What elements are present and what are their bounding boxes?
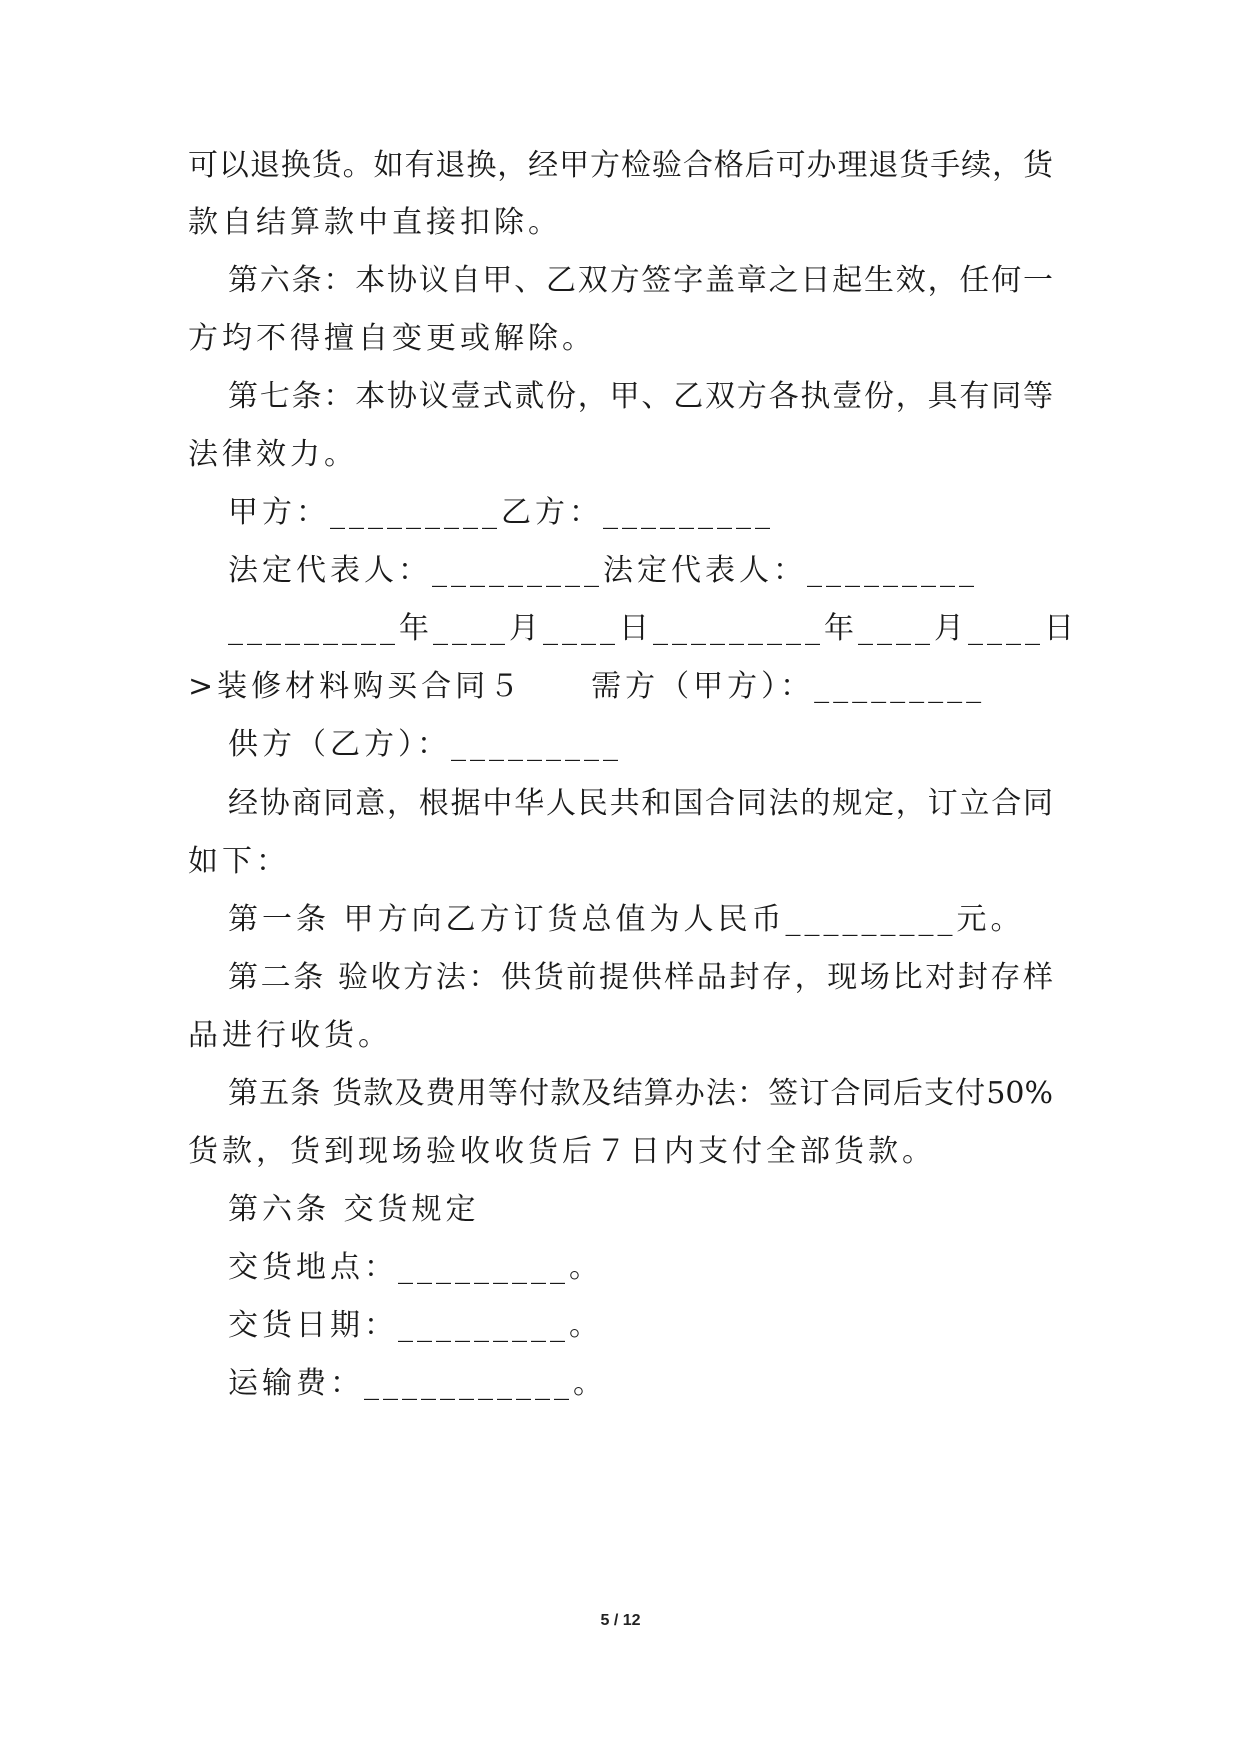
transport-fee-line: 运输费：___________。 — [228, 1366, 607, 1401]
legal-representative-line: 法定代表人：_________法定代表人：_________ — [228, 553, 978, 588]
page-number: 5 / 12 — [600, 1612, 641, 1629]
supplier-line: 供方（乙方）：_________ — [228, 727, 622, 762]
article-5-line-2: 货款，货到现场验收收货后７日内支付全部货款。 — [188, 1134, 936, 1169]
agreement-intro-line-2: 如下： — [188, 844, 290, 879]
party-signature-line: 甲方：_________乙方：_________ — [228, 495, 774, 530]
article-1-line: 第一条 甲方向乙方订货总值为人民币_________元。 — [228, 902, 1025, 937]
article-5-line-1: 第五条 货款及费用等付款及结算办法：签订合同后支付50% — [228, 1076, 1053, 1111]
article-7-line-2: 法律效力。 — [188, 437, 358, 472]
article-2-line-1: 第二条 验收方法：供货前提供样品封存，现场比对封存样 — [228, 960, 1053, 995]
article-6-delivery-heading: 第六条 交货规定 — [228, 1192, 480, 1227]
delivery-location-line: 交货地点：_________。 — [228, 1250, 603, 1285]
article-7-line-1: 第七条：本协议壹式贰份，甲、乙双方各执壹份，具有同等 — [228, 379, 1053, 414]
agreement-intro-line-1: 经协商同意，根据中华人民共和国合同法的规定，订立合同 — [228, 786, 1053, 821]
article-2-line-2: 品进行收货。 — [188, 1018, 392, 1053]
contract-title-buyer-line: >装修材料购买合同５ 需方（甲方）：_________ — [188, 669, 986, 704]
paragraph-line: 可以退换货。如有退换，经甲方检验合格后可办理退货手续，货 — [188, 148, 1053, 183]
date-line: _________年____月____日_________年____月____日 — [228, 611, 1078, 646]
article-6-line-2: 方均不得擅自变更或解除。 — [188, 321, 596, 356]
paragraph-line: 款自结算款中直接扣除。 — [188, 205, 562, 240]
delivery-date-line: 交货日期：_________。 — [228, 1308, 603, 1343]
article-6-line-1: 第六条：本协议自甲、乙双方签字盖章之日起生效，任何一 — [228, 263, 1053, 298]
